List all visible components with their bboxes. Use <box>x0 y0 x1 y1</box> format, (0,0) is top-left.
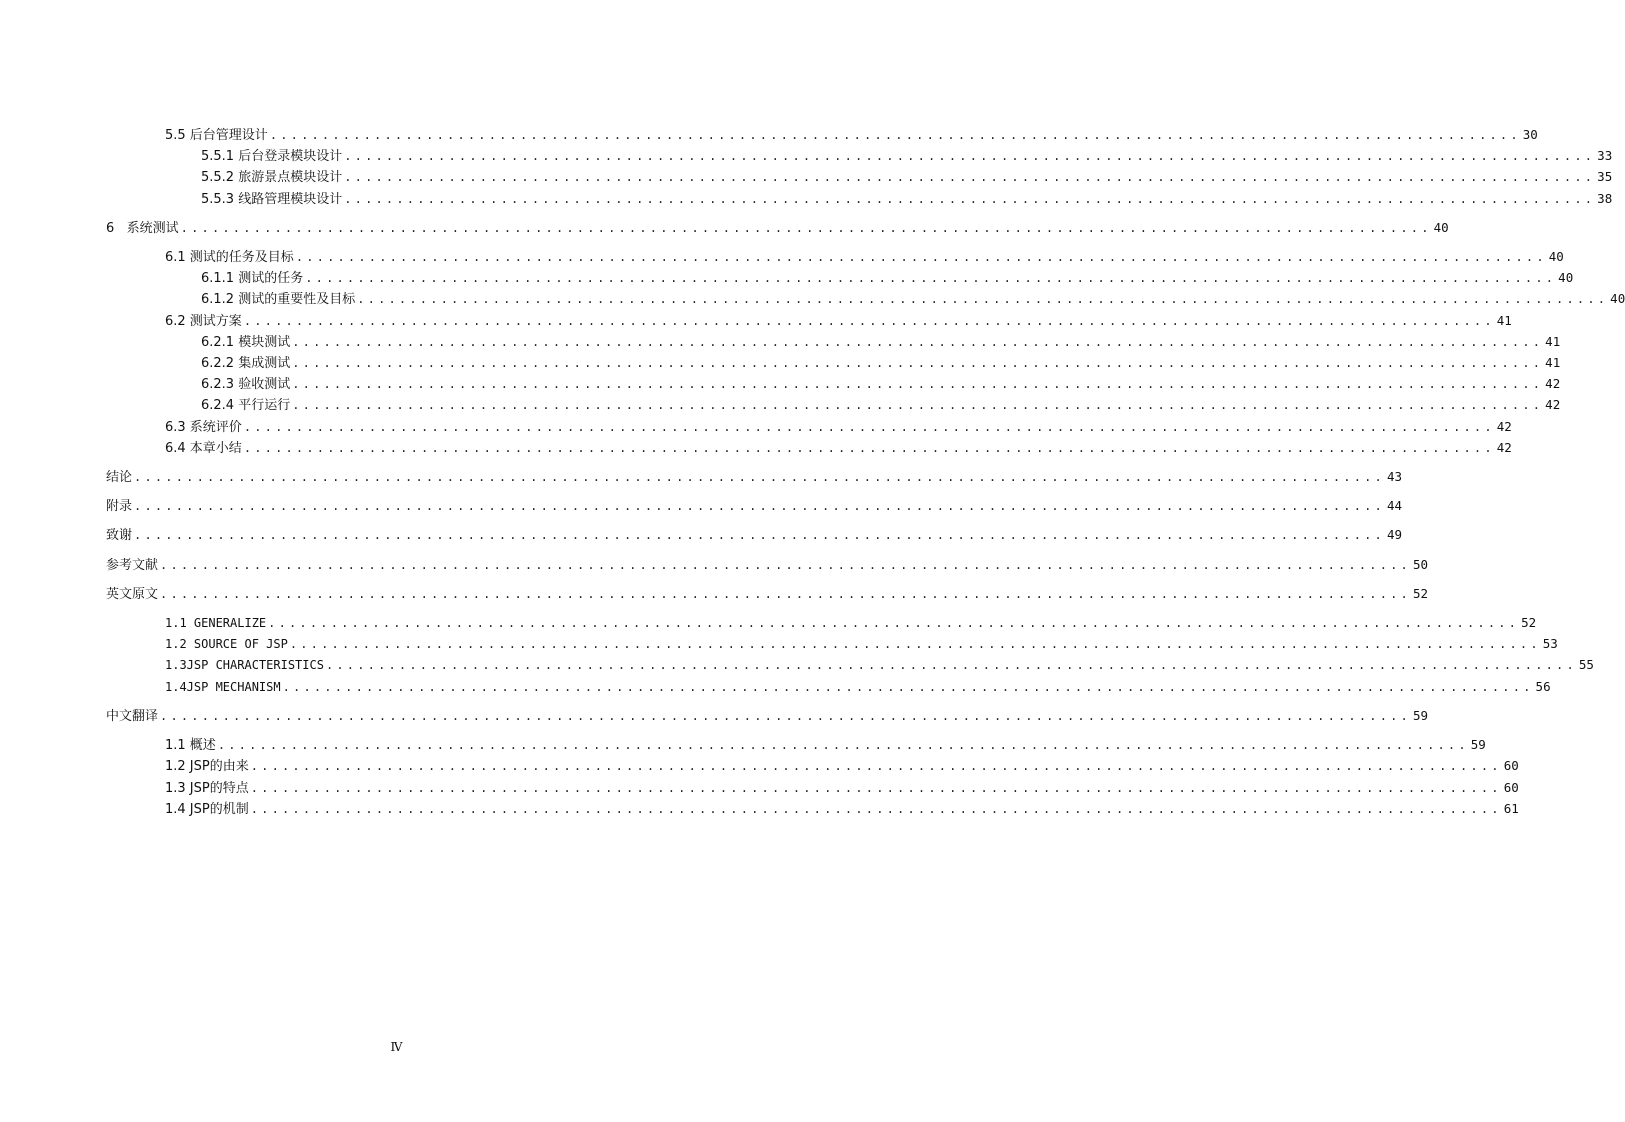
toc-entry[interactable] <box>201 146 1613 166</box>
toc-entry-label: 6.3 系统评价 <box>165 420 242 435</box>
toc-entry-label: 6.1 测试的任务及目标 <box>165 250 294 265</box>
toc-entry-label: 1.3 JSP的特点 <box>165 781 249 796</box>
toc-entry-label: 6 系统测试 <box>106 221 179 236</box>
toc-entry[interactable] <box>165 438 1512 458</box>
toc-entry-label: 英文原文 <box>106 587 159 602</box>
toc-entry-page: 61 <box>1503 801 1519 816</box>
toc-entry-label: 1.1 概述 <box>165 738 216 753</box>
dot-leader: ........................................................................................................................ <box>269 128 1521 142</box>
toc-entry-label: 1.1 GENERALIZE <box>165 616 267 630</box>
toc-entry-label: 6.4 本章小结 <box>165 441 242 456</box>
toc-entry[interactable] <box>165 125 1538 145</box>
dot-leader: ........................................................................................................................ <box>268 616 1520 630</box>
toc-entry-page: 60 <box>1503 780 1519 795</box>
toc-entry[interactable] <box>106 584 1429 604</box>
dot-leader: ........................................................................................................................ <box>250 781 1502 795</box>
toc-entry[interactable] <box>201 167 1613 187</box>
toc-entry-page: 41 <box>1545 355 1561 370</box>
toc-entry-page: 33 <box>1597 148 1613 163</box>
toc-entry[interactable] <box>201 374 1561 394</box>
toc-entry[interactable] <box>201 268 1574 288</box>
dot-leader: ........................................................................................................................ <box>160 709 1411 723</box>
toc-entry-page: 42 <box>1496 440 1512 455</box>
toc-entry-label: 参考文献 <box>106 558 159 573</box>
dot-leader: ........................................................................................................................ <box>295 250 1547 264</box>
toc-entry-page: 55 <box>1578 657 1594 672</box>
toc-entry[interactable] <box>106 555 1429 575</box>
toc-entry-label: 6.2.1 模块测试 <box>201 335 291 350</box>
dot-leader: ........................................................................................................................ <box>250 759 1502 773</box>
dot-leader: ........................................................................................................................ <box>134 470 1385 484</box>
toc-entry-page: 43 <box>1386 469 1403 484</box>
toc-entry[interactable] <box>165 655 1594 675</box>
toc-entry-page: 59 <box>1412 708 1429 723</box>
dot-leader: ........................................................................................................................ <box>243 420 1495 434</box>
dot-leader: ........................................................................................................................ <box>325 658 1577 672</box>
dot-leader: ........................................................................................................................ <box>217 738 1469 752</box>
toc-entry-page: 40 <box>1548 249 1564 264</box>
toc-entry-label: 5.5.3 线路管理模块设计 <box>201 192 343 207</box>
toc-entry[interactable] <box>201 353 1561 373</box>
toc-entry[interactable] <box>165 735 1486 755</box>
toc-entry[interactable] <box>201 189 1613 209</box>
toc-entry-label: 6.1.1 测试的任务 <box>201 271 304 286</box>
dot-leader: ........................................................................................................................ <box>305 271 1557 285</box>
toc-entry-label: 5.5.1 后台登录模块设计 <box>201 149 343 164</box>
toc-entry-page: 40 <box>1610 291 1625 306</box>
dot-leader: ........................................................................................................................ <box>292 398 1544 412</box>
dot-leader: ........................................................................................................................ <box>344 170 1596 184</box>
dot-leader: ........................................................................................................................ <box>243 314 1495 328</box>
toc-entry-label: 6.2.2 集成测试 <box>201 356 291 371</box>
toc-entry-page: 40 <box>1558 270 1574 285</box>
toc-entry-label: 5.5.2 旅游景点模块设计 <box>201 170 343 185</box>
toc-entry-page: 41 <box>1545 334 1561 349</box>
dot-leader: ........................................................................................................................ <box>180 221 1432 235</box>
toc-entry[interactable] <box>165 417 1512 437</box>
toc-entry-page: 60 <box>1503 758 1519 773</box>
toc-entry-page: 42 <box>1496 419 1512 434</box>
toc-entry-page: 50 <box>1412 557 1429 572</box>
toc-entry[interactable] <box>201 289 1625 309</box>
dot-leader: ........................................................................................................................ <box>243 441 1495 455</box>
toc-entry-page: 41 <box>1496 313 1512 328</box>
toc-entry-page: 49 <box>1386 527 1403 542</box>
toc-entry-label: 6.2.3 验收测试 <box>201 377 291 392</box>
toc-entry-label: 结论 <box>106 470 133 485</box>
toc-entry-page: 42 <box>1545 376 1561 391</box>
dot-leader: ........................................................................................................................ <box>250 802 1502 816</box>
dot-leader: ........................................................................................................................ <box>160 587 1411 601</box>
toc-entry-label: 中文翻译 <box>106 709 159 724</box>
dot-leader: ........................................................................................................................ <box>292 377 1544 391</box>
toc-entry-page: 56 <box>1535 679 1551 694</box>
toc-entry-label: 附录 <box>106 499 133 514</box>
toc-entry-label: 1.3JSP CHARACTERISTICS <box>165 658 324 672</box>
toc-entry[interactable] <box>201 395 1561 415</box>
toc-entry-page: 59 <box>1470 737 1486 752</box>
toc-entry-page: 35 <box>1597 169 1613 184</box>
toc-entry[interactable] <box>165 634 1558 654</box>
toc-entry-label: 6.2.4 平行运行 <box>201 398 291 413</box>
toc-entry-page: 52 <box>1412 586 1429 601</box>
dot-leader: ........................................................................................................................ <box>282 680 1534 694</box>
dot-leader: ........................................................................................................................ <box>134 499 1385 513</box>
toc-entry-label: 6.2 测试方案 <box>165 314 242 329</box>
page-number: Ⅳ <box>390 1040 403 1054</box>
toc-entry-label: 1.2 JSP的由来 <box>165 759 249 774</box>
toc-entry[interactable] <box>165 311 1512 331</box>
toc-entry-page: 52 <box>1521 615 1537 630</box>
dot-leader: ........................................................................................................................ <box>357 292 1609 306</box>
toc-entry[interactable] <box>106 496 1403 516</box>
dot-leader: ........................................................................................................................ <box>289 637 1541 651</box>
dot-leader: ........................................................................................................................ <box>292 335 1544 349</box>
dot-leader: ........................................................................................................................ <box>134 528 1385 542</box>
toc-entry[interactable] <box>165 778 1519 798</box>
toc-entry[interactable] <box>106 467 1403 487</box>
toc-entry[interactable] <box>165 756 1519 776</box>
dot-leader: ........................................................................................................................ <box>344 192 1596 206</box>
toc-entry[interactable] <box>106 706 1429 726</box>
toc-entry-label: 1.4JSP MECHANISM <box>165 680 281 694</box>
toc-entry-label: 6.1.2 测试的重要性及目标 <box>201 292 356 307</box>
toc-entry-page: 42 <box>1545 397 1561 412</box>
toc-entry[interactable] <box>165 799 1519 819</box>
toc-entry-label: 致谢 <box>106 528 133 543</box>
toc-entry[interactable] <box>165 677 1551 697</box>
toc-entry[interactable] <box>201 332 1561 352</box>
toc-entry-page: 53 <box>1542 636 1558 651</box>
toc-entry-page: 40 <box>1433 220 1449 235</box>
toc-entry[interactable] <box>165 247 1564 267</box>
toc-entry-label: 1.4 JSP的机制 <box>165 802 249 817</box>
toc-entry-label: 1.2 SOURCE OF JSP <box>165 637 288 651</box>
toc-entry[interactable] <box>106 525 1403 545</box>
dot-leader: ........................................................................................................................ <box>344 149 1596 163</box>
toc-entry[interactable] <box>165 613 1537 633</box>
toc-entry-label: 5.5 后台管理设计 <box>165 128 268 143</box>
toc-entry-page: 38 <box>1597 191 1613 206</box>
toc-entry[interactable] <box>106 218 1449 238</box>
toc-entry-page: 44 <box>1386 498 1403 513</box>
toc-entry-page: 30 <box>1522 127 1538 142</box>
dot-leader: ........................................................................................................................ <box>292 356 1544 370</box>
dot-leader: ........................................................................................................................ <box>160 558 1411 572</box>
